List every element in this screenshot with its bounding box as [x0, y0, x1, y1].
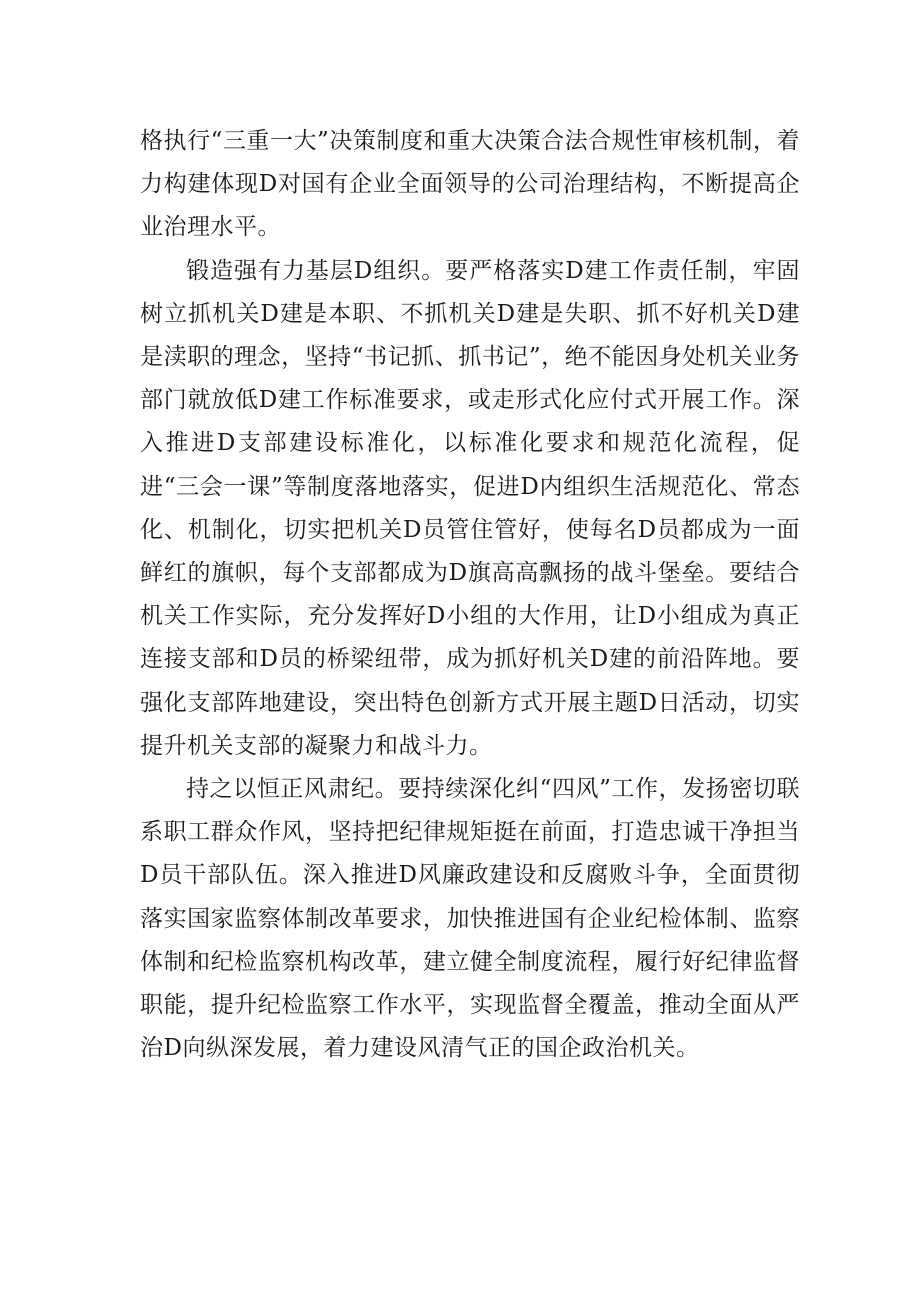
document-body [140, 120, 800, 1070]
paragraph-discipline: 持之以恒正风肃纪。要持续深化纠“四风”工作，发扬密切联系职工群众作风，坚持把纪律规矩挺在前面，打造忠诚干净担当D员干部队伍。深入推进D风廉政建设和反腐败斗争，全面贯彻落实国家监察体制改革要求，加快推进国有企业纪检体制、监察体制和纪检监察机构改革，建立健全制度流程，履行好纪律监督职能，提升纪检监察工作水平，实现监督全覆盖，推动全面从严治D向纵深发展，着力建设风清气正的国企政治机关。 [140, 776, 800, 1062]
paragraph-grassroots-organization: 锻造强有力基层D组织。要严格落实D建工作责任制，牢固树立抓机关D建是本职、不抓机关D建是失职、抓不好机关D建是渎职的理念，坚持“书记抓、抓书记”，绝不能因身处机关业务部门就放低D建工作标准要求，或走形式化应付式开展工作。深入推进D支部建设标准化，以标准化要求和规范化流程，促进“三会一课”等制度落地落实，促进D内组织生活规范化、常态化、机制化，切实把机关D员管住管好，使每名D员都成为一面鲜红的旗帜，每个支部都成为D旗高高飘扬的战斗堡垒。要结合机关工作实际，充分发挥好D小组的大作用，让D小组成为真正连接支部和D员的桥梁纽带，成为抓好机关D建的前沿阵地。要强化支部阵地建设，突出特色创新方式开展主题D日活动，切实提升机关支部的凝聚力和战斗力。 [140, 257, 800, 759]
paragraph-continuation: 格执行“三重一大”决策制度和重大决策合法合规性审核机制，着力构建体现D对国有企业全面领导的公司治理结构，不断提高企业治理水平。 [140, 128, 800, 241]
